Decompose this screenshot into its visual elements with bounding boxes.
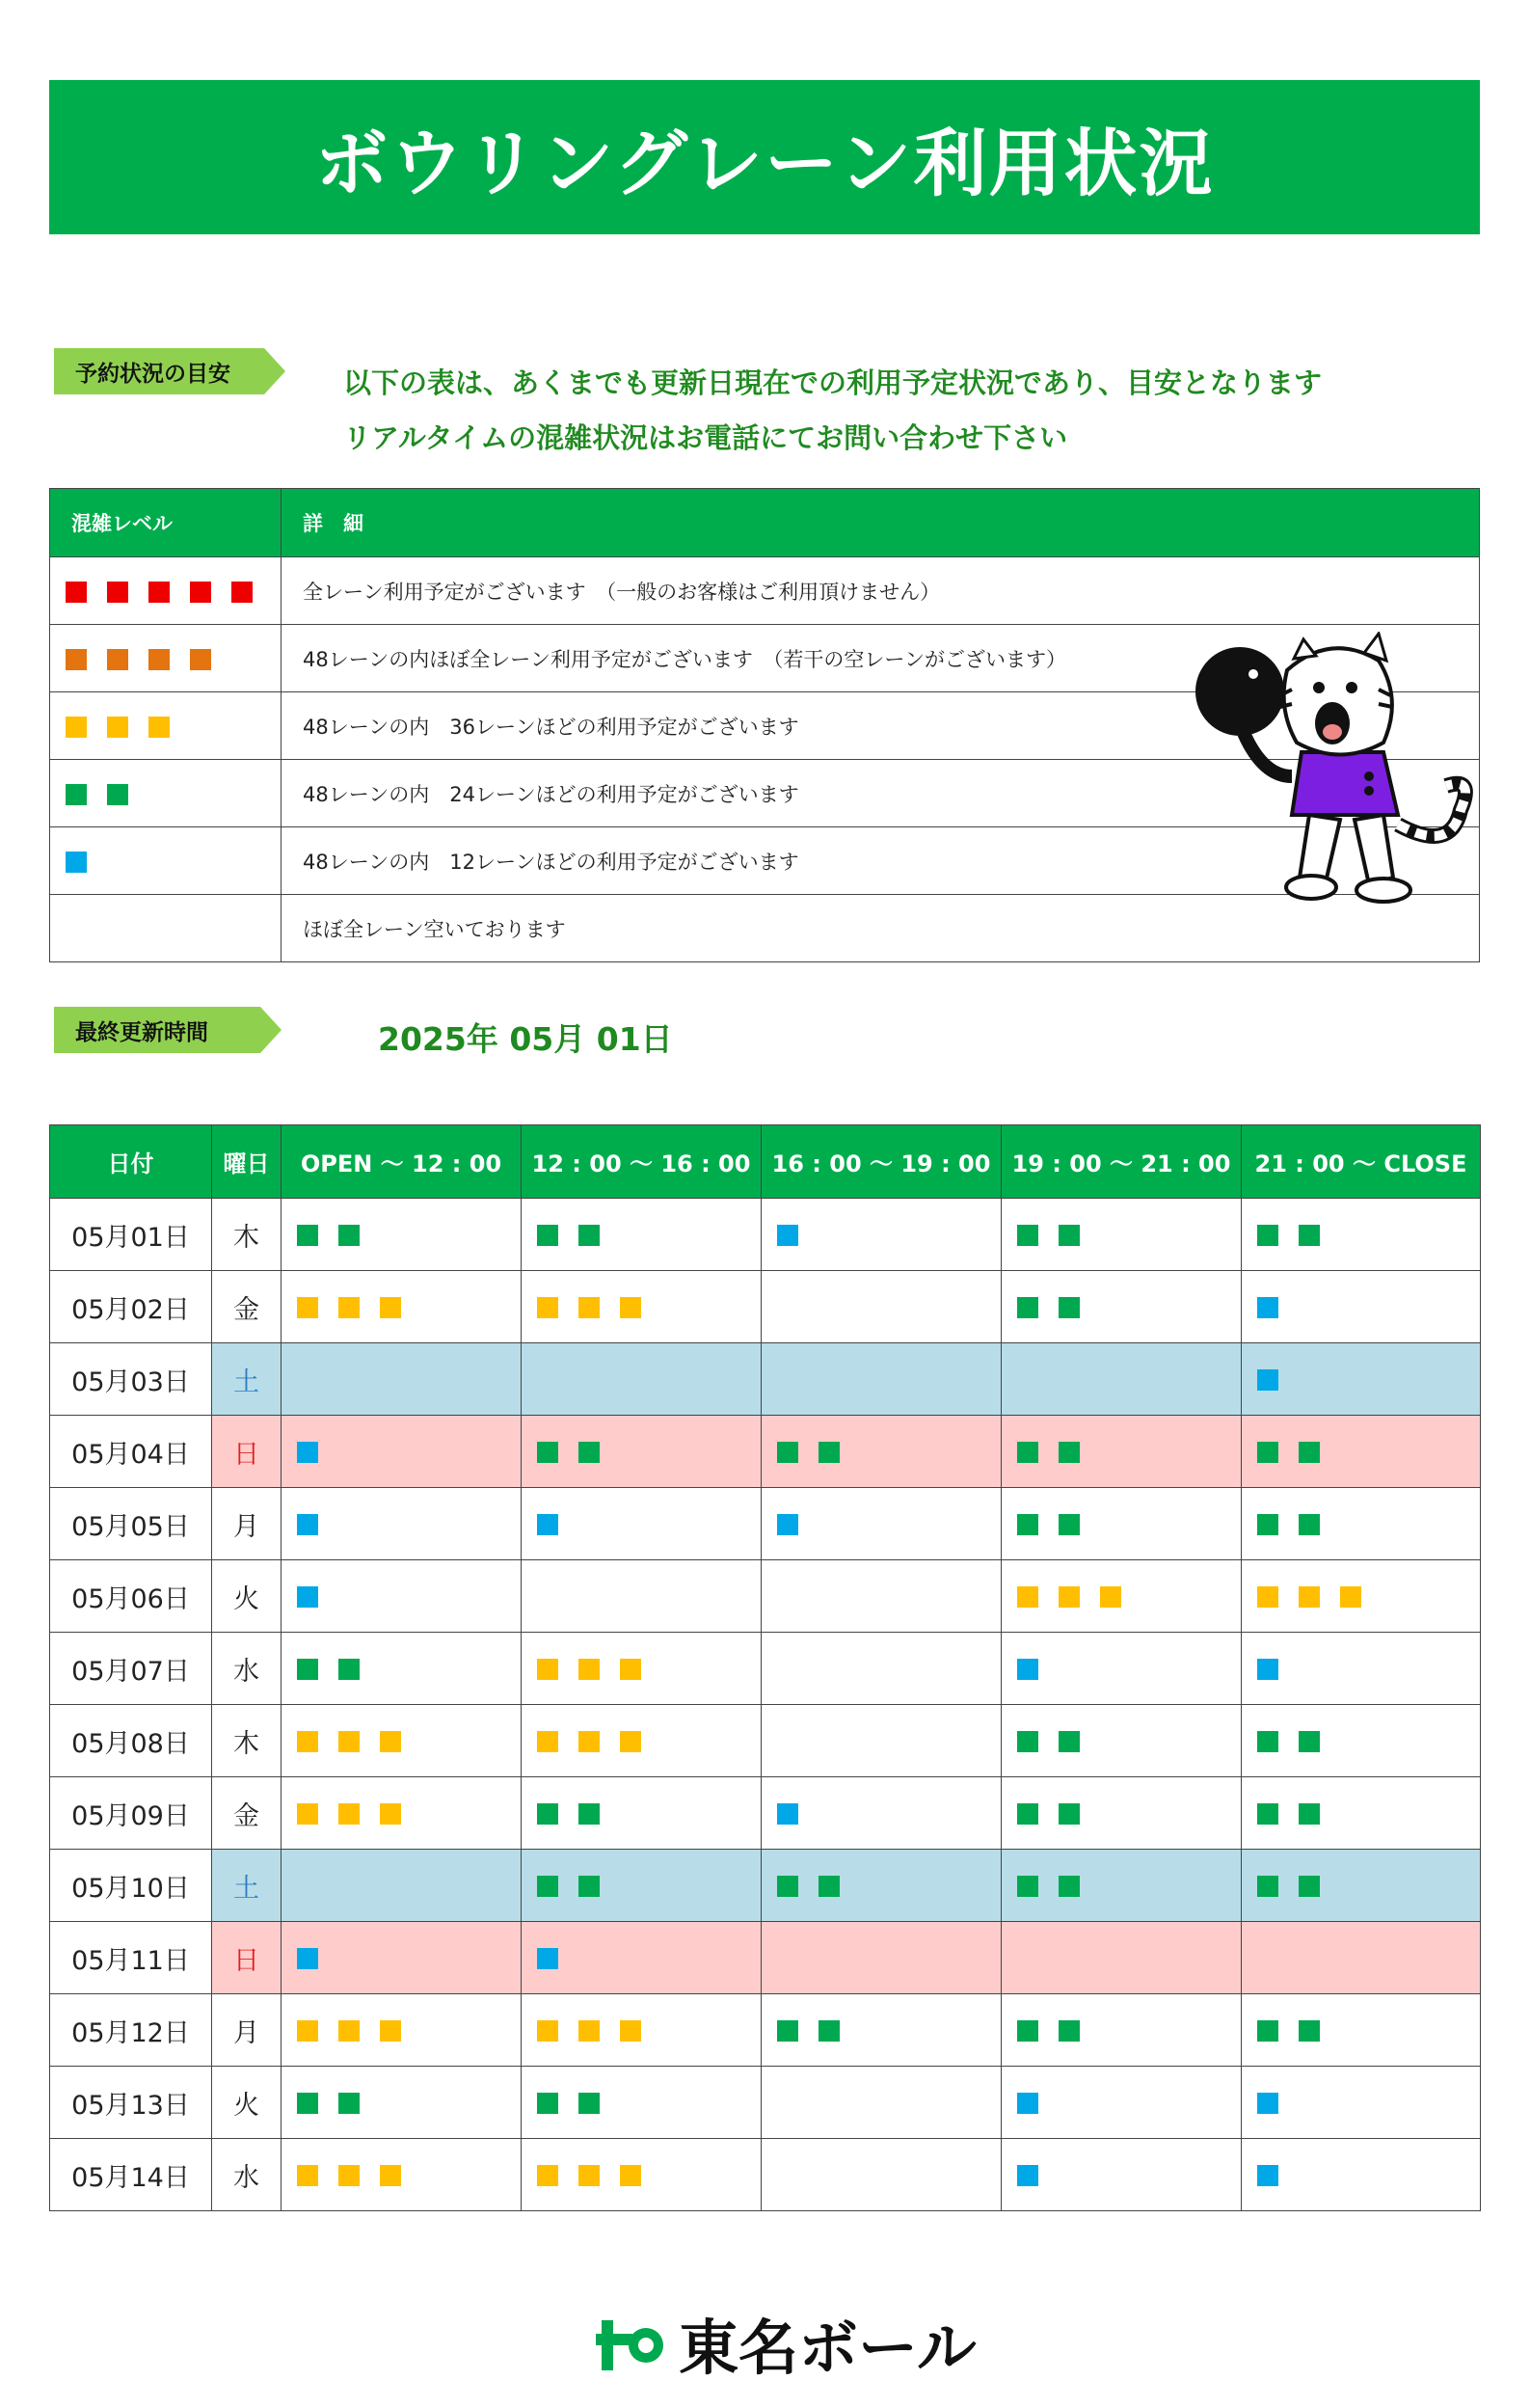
blue-level-square — [777, 1514, 798, 1535]
green-level-square — [777, 1876, 798, 1897]
yellow-level-square — [380, 2165, 401, 2186]
green-level-square — [1059, 2020, 1080, 2042]
slot-cell — [522, 2067, 762, 2139]
green-level-square — [819, 1876, 840, 1897]
date-cell: 05月05日 — [50, 1488, 212, 1560]
yellow-level-square — [1059, 1586, 1080, 1608]
schedule-row — [50, 1199, 1481, 1271]
slot-cell — [1242, 1560, 1481, 1633]
yellow-level-square — [620, 1659, 641, 1680]
slot-cell — [522, 1922, 762, 1994]
slot-cell — [522, 1199, 762, 1271]
weekday-cell: 土 — [212, 1343, 282, 1416]
schedule-row — [50, 1705, 1481, 1777]
slot-cell — [282, 1994, 522, 2067]
blue-level-square — [1017, 2165, 1038, 2186]
slot-cell — [1002, 2067, 1242, 2139]
slot-cell — [1242, 1922, 1481, 1994]
yellow-level-square — [537, 1659, 558, 1680]
slot-cell — [282, 1271, 522, 1343]
date-cell: 05月02日 — [50, 1271, 212, 1343]
date-cell: 05月07日 — [50, 1633, 212, 1705]
yellow-level-square — [578, 2165, 600, 2186]
slot-cell — [1002, 1416, 1242, 1488]
green-level-square — [1299, 2020, 1320, 2042]
slot-cell — [1242, 1777, 1481, 1850]
legend-detail-text: 48レーンの内 24レーンほどの利用予定がございます — [282, 760, 1480, 827]
schedule-header-5: 19 : 00 〜 21 : 00 — [1002, 1125, 1242, 1199]
slot-cell — [282, 1633, 522, 1705]
slot-cell — [522, 1994, 762, 2067]
slot-cell — [762, 1850, 1002, 1922]
slot-cell — [1002, 1560, 1242, 1633]
green-level-square — [1017, 1225, 1038, 1246]
orange-level-square — [190, 649, 211, 670]
weekday-cell: 金 — [212, 1271, 282, 1343]
yellow-level-square — [297, 1803, 318, 1825]
slot-cell — [282, 1705, 522, 1777]
slot-cell — [762, 2139, 1002, 2211]
schedule-row — [50, 1994, 1481, 2067]
slot-cell — [1002, 1199, 1242, 1271]
slot-cell — [1002, 1777, 1242, 1850]
schedule-row — [50, 1922, 1481, 1994]
green-level-square — [537, 1876, 558, 1897]
slot-cell — [282, 1343, 522, 1416]
slot-cell — [522, 1705, 762, 1777]
green-level-square — [1299, 1876, 1320, 1897]
yellow-level-square — [380, 1731, 401, 1752]
schedule-header-0: 日付 — [50, 1125, 212, 1199]
green-level-square — [777, 1442, 798, 1463]
weekday-cell: 日 — [212, 1922, 282, 1994]
green-level-square — [819, 1442, 840, 1463]
yellow-level-square — [620, 2165, 641, 2186]
slot-cell — [282, 1416, 522, 1488]
slot-cell — [1002, 1994, 1242, 2067]
schedule-row — [50, 2067, 1481, 2139]
blue-level-square — [297, 1948, 318, 1969]
green-level-square — [537, 2093, 558, 2114]
schedule-row — [50, 1633, 1481, 1705]
green-level-square — [1257, 1876, 1278, 1897]
schedule-header-2: OPEN 〜 12 : 00 — [282, 1125, 522, 1199]
schedule-header-1: 曜日 — [212, 1125, 282, 1199]
green-level-square — [537, 1442, 558, 1463]
slot-cell — [1002, 1271, 1242, 1343]
schedule-row — [50, 1777, 1481, 1850]
green-level-square — [578, 1225, 600, 1246]
green-level-square — [1017, 1442, 1038, 1463]
green-level-square — [1059, 1225, 1080, 1246]
yellow-level-square — [66, 717, 87, 738]
green-level-square — [578, 2093, 600, 2114]
yellow-level-square — [578, 1731, 600, 1752]
green-level-square — [1059, 1803, 1080, 1825]
blue-level-square — [66, 852, 87, 873]
green-level-square — [1299, 1514, 1320, 1535]
green-level-square — [1299, 1731, 1320, 1752]
weekday-cell: 木 — [212, 1199, 282, 1271]
yellow-level-square — [578, 1659, 600, 1680]
yellow-level-square — [338, 1803, 360, 1825]
title-banner — [49, 80, 1480, 234]
schedule-row — [50, 1560, 1481, 1633]
yellow-level-square — [107, 717, 128, 738]
yellow-level-square — [537, 2165, 558, 2186]
page-title: ボウリングレーン利用状況 — [314, 120, 1215, 206]
slot-cell — [762, 1416, 1002, 1488]
blue-level-square — [1257, 1297, 1278, 1318]
green-level-square — [1257, 1225, 1278, 1246]
yellow-level-square — [380, 1297, 401, 1318]
blue-level-square — [777, 1803, 798, 1825]
reservation-tag: 予約状況の目安 — [54, 348, 264, 394]
slot-cell — [1002, 1705, 1242, 1777]
schedule-row — [50, 1488, 1481, 1560]
blue-level-square — [537, 1514, 558, 1535]
green-level-square — [297, 1659, 318, 1680]
green-level-square — [338, 2093, 360, 2114]
green-level-square — [107, 784, 128, 805]
red-level-square — [190, 582, 211, 603]
green-level-square — [1017, 1731, 1038, 1752]
slot-cell — [1242, 1416, 1481, 1488]
yellow-level-square — [1017, 1586, 1038, 1608]
slot-cell — [1242, 1271, 1481, 1343]
green-level-square — [1299, 1225, 1320, 1246]
weekday-cell: 水 — [212, 2139, 282, 2211]
slot-cell — [1242, 1343, 1481, 1416]
schedule-table — [49, 1124, 1481, 2211]
green-level-square — [1299, 1442, 1320, 1463]
slot-cell — [522, 1560, 762, 1633]
slot-cell — [282, 2067, 522, 2139]
green-level-square — [537, 1225, 558, 1246]
slot-cell — [522, 1343, 762, 1416]
yellow-level-square — [338, 2165, 360, 2186]
green-level-square — [66, 784, 87, 805]
green-level-square — [1059, 1442, 1080, 1463]
slot-cell — [1242, 1199, 1481, 1271]
blue-level-square — [297, 1442, 318, 1463]
green-level-square — [1257, 1731, 1278, 1752]
slot-cell — [762, 1560, 1002, 1633]
blue-level-square — [1017, 1659, 1038, 1680]
green-level-square — [1257, 1803, 1278, 1825]
green-level-square — [338, 1659, 360, 1680]
legend-level-cell — [50, 625, 282, 692]
updated-tag: 最終更新時間 — [54, 1007, 260, 1053]
schedule-row — [50, 1343, 1481, 1416]
green-level-square — [1059, 1876, 1080, 1897]
slot-cell — [522, 1488, 762, 1560]
slot-cell — [1242, 1488, 1481, 1560]
yellow-level-square — [1100, 1586, 1121, 1608]
yellow-level-square — [578, 2020, 600, 2042]
slot-cell — [762, 1994, 1002, 2067]
orange-level-square — [107, 649, 128, 670]
legend-header-detail: 詳 細 — [282, 489, 1480, 557]
weekday-cell: 月 — [212, 1994, 282, 2067]
weekday-cell: 木 — [212, 1705, 282, 1777]
slot-cell — [762, 1488, 1002, 1560]
date-cell: 05月12日 — [50, 1994, 212, 2067]
slot-cell — [282, 1560, 522, 1633]
green-level-square — [578, 1442, 600, 1463]
slot-cell — [1002, 1633, 1242, 1705]
yellow-level-square — [537, 1731, 558, 1752]
yellow-level-square — [380, 1803, 401, 1825]
green-level-square — [819, 2020, 840, 2042]
green-level-square — [297, 1225, 318, 1246]
weekday-cell: 月 — [212, 1488, 282, 1560]
yellow-level-square — [338, 2020, 360, 2042]
slot-cell — [522, 2139, 762, 2211]
slot-cell — [762, 1199, 1002, 1271]
logo-wordmark: 東名ボール — [679, 2313, 977, 2382]
green-level-square — [1017, 1803, 1038, 1825]
slot-cell — [522, 1271, 762, 1343]
green-level-square — [578, 1803, 600, 1825]
schedule-row — [50, 1416, 1481, 1488]
blue-level-square — [537, 1948, 558, 1969]
date-cell: 05月09日 — [50, 1777, 212, 1850]
green-level-square — [1059, 1297, 1080, 1318]
slot-cell — [762, 1271, 1002, 1343]
green-level-square — [1257, 2020, 1278, 2042]
legend-detail-text: 48レーンの内 12レーンほどの利用予定がございます — [282, 827, 1480, 895]
slot-cell — [762, 1922, 1002, 1994]
slot-cell — [1242, 1994, 1481, 2067]
date-cell: 05月03日 — [50, 1343, 212, 1416]
blue-level-square — [297, 1586, 318, 1608]
legend-level-cell — [50, 895, 282, 962]
blue-level-square — [777, 1225, 798, 1246]
orange-level-square — [66, 649, 87, 670]
yellow-level-square — [578, 1297, 600, 1318]
blue-level-square — [1257, 2093, 1278, 2114]
schedule-row — [50, 1271, 1481, 1343]
blue-level-square — [297, 1514, 318, 1535]
slot-cell — [522, 1777, 762, 1850]
green-level-square — [1059, 1514, 1080, 1535]
slot-cell — [282, 1850, 522, 1922]
slot-cell — [282, 1922, 522, 1994]
green-level-square — [777, 2020, 798, 2042]
slot-cell — [1002, 1488, 1242, 1560]
schedule-row — [50, 2139, 1481, 2211]
yellow-level-square — [380, 2020, 401, 2042]
legend-level-cell — [50, 760, 282, 827]
slot-cell — [282, 1777, 522, 1850]
green-level-square — [1059, 1731, 1080, 1752]
red-level-square — [66, 582, 87, 603]
red-level-square — [148, 582, 170, 603]
green-level-square — [578, 1876, 600, 1897]
legend-detail-text: 全レーン利用予定がございます （一般のお客様はご利用頂けません） — [282, 557, 1480, 625]
legend-detail-text: ほぼ全レーン空いております — [282, 895, 1480, 962]
green-level-square — [537, 1803, 558, 1825]
legend-detail-text: 48レーンの内ほぼ全レーン利用予定がございます （若干の空レーンがございます） — [282, 625, 1480, 692]
updated-date: 2025年 05月 01日 — [378, 1020, 673, 1058]
yellow-level-square — [1340, 1586, 1361, 1608]
legend-level-cell — [50, 827, 282, 895]
yellow-level-square — [1257, 1586, 1278, 1608]
date-cell: 05月10日 — [50, 1850, 212, 1922]
yellow-level-square — [297, 2165, 318, 2186]
weekday-cell: 火 — [212, 2067, 282, 2139]
yellow-level-square — [338, 1297, 360, 1318]
yellow-level-square — [537, 1297, 558, 1318]
green-level-square — [1017, 2020, 1038, 2042]
blue-level-square — [1257, 1659, 1278, 1680]
yellow-level-square — [297, 1731, 318, 1752]
yellow-level-square — [297, 1297, 318, 1318]
legend-detail-text: 48レーンの内 36レーンほどの利用予定がございます — [282, 692, 1480, 760]
yellow-level-square — [297, 2020, 318, 2042]
weekday-cell: 火 — [212, 1560, 282, 1633]
green-level-square — [1257, 1442, 1278, 1463]
slot-cell — [522, 1416, 762, 1488]
slot-cell — [522, 1633, 762, 1705]
yellow-level-square — [1299, 1586, 1320, 1608]
tiger-mascot-illustration — [1186, 632, 1485, 926]
slot-cell — [1242, 2139, 1481, 2211]
green-level-square — [1017, 1297, 1038, 1318]
legend-level-cell — [50, 557, 282, 625]
schedule-header-3: 12 : 00 〜 16 : 00 — [522, 1125, 762, 1199]
slot-cell — [762, 1633, 1002, 1705]
slot-cell — [762, 1777, 1002, 1850]
yellow-level-square — [620, 1731, 641, 1752]
blue-level-square — [1257, 2165, 1278, 2186]
slot-cell — [282, 1488, 522, 1560]
schedule-header-6: 21 : 00 〜 CLOSE — [1242, 1125, 1481, 1199]
slot-cell — [762, 1705, 1002, 1777]
green-level-square — [1299, 1803, 1320, 1825]
blue-level-square — [1257, 1369, 1278, 1391]
green-level-square — [1017, 1514, 1038, 1535]
slot-cell — [1242, 1633, 1481, 1705]
green-level-square — [1257, 1514, 1278, 1535]
green-level-square — [297, 2093, 318, 2114]
notice-line-1: 以下の表は、あくまでも更新日現在での利用予定状況であり、目安となります — [343, 366, 1323, 399]
green-level-square — [1017, 1876, 1038, 1897]
legend-header-level: 混雑レベル — [50, 489, 282, 557]
tomei-bowl-logo — [596, 2305, 991, 2382]
slot-cell — [1242, 1705, 1481, 1777]
date-cell: 05月13日 — [50, 2067, 212, 2139]
weekday-cell: 水 — [212, 1633, 282, 1705]
slot-cell — [762, 1343, 1002, 1416]
slot-cell — [1242, 1850, 1481, 1922]
date-cell: 05月08日 — [50, 1705, 212, 1777]
schedule-header-4: 16 : 00 〜 19 : 00 — [762, 1125, 1002, 1199]
date-cell: 05月01日 — [50, 1199, 212, 1271]
green-level-square — [338, 1225, 360, 1246]
weekday-cell: 土 — [212, 1850, 282, 1922]
slot-cell — [1002, 1850, 1242, 1922]
slot-cell — [762, 2067, 1002, 2139]
slot-cell — [282, 1199, 522, 1271]
schedule-row — [50, 1850, 1481, 1922]
yellow-level-square — [620, 2020, 641, 2042]
red-level-square — [107, 582, 128, 603]
red-level-square — [231, 582, 253, 603]
legend-level-cell — [50, 692, 282, 760]
notice-line-2: リアルタイムの混雑状況はお電話にてお問い合わせ下さい — [343, 421, 1068, 454]
slot-cell — [1002, 1343, 1242, 1416]
yellow-level-square — [148, 717, 170, 738]
yellow-level-square — [537, 2020, 558, 2042]
blue-level-square — [1017, 2093, 1038, 2114]
slot-cell — [1002, 2139, 1242, 2211]
slot-cell — [282, 2139, 522, 2211]
date-cell: 05月04日 — [50, 1416, 212, 1488]
legend-row — [50, 557, 1480, 625]
slot-cell — [522, 1850, 762, 1922]
yellow-level-square — [620, 1297, 641, 1318]
weekday-cell: 金 — [212, 1777, 282, 1850]
date-cell: 05月11日 — [50, 1922, 212, 1994]
slot-cell — [1002, 1922, 1242, 1994]
date-cell: 05月14日 — [50, 2139, 212, 2211]
orange-level-square — [148, 649, 170, 670]
yellow-level-square — [338, 1731, 360, 1752]
weekday-cell: 日 — [212, 1416, 282, 1488]
date-cell: 05月06日 — [50, 1560, 212, 1633]
slot-cell — [1242, 2067, 1481, 2139]
